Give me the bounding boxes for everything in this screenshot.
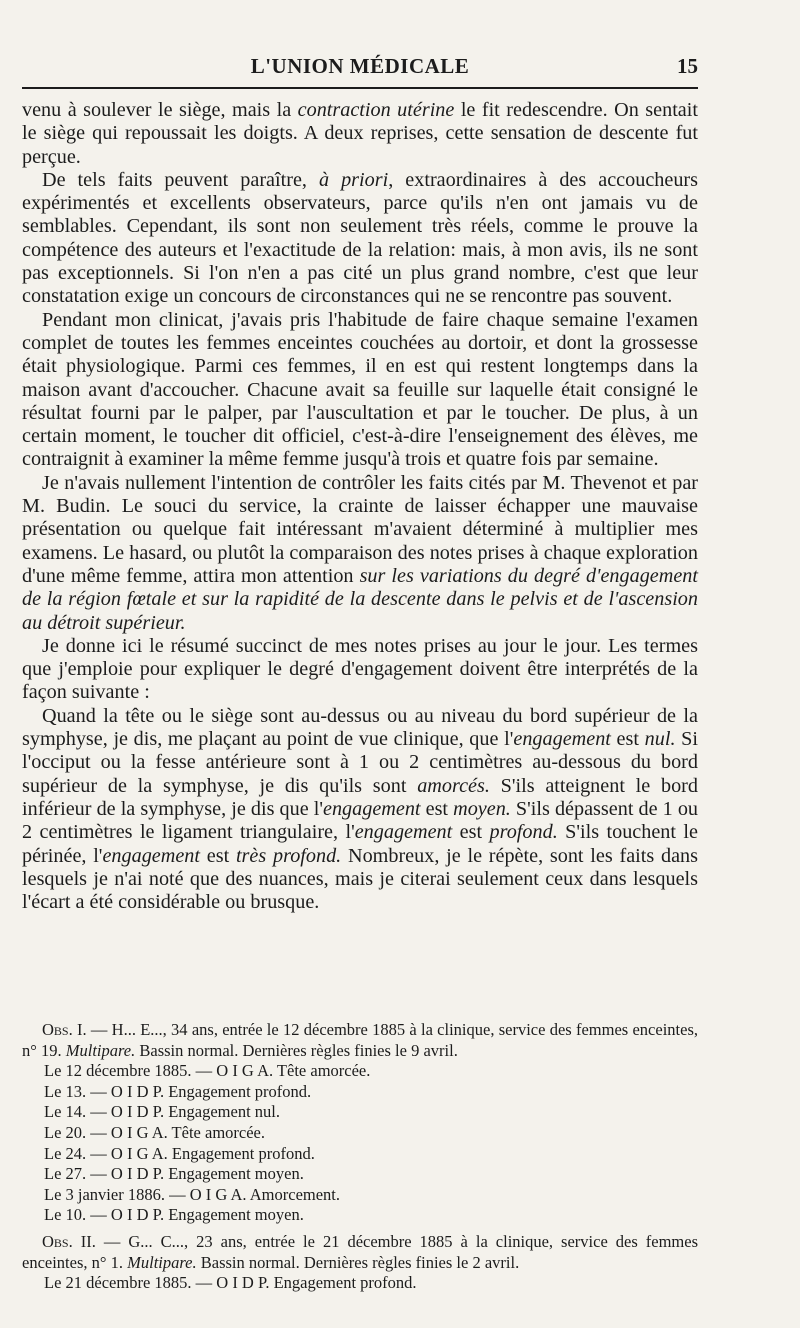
italic-text: engagement: [322, 797, 421, 820]
italic-text: engagement: [354, 821, 453, 844]
observation-entry: Le 21 décembre 1885. — O I D P. Engagement profond.: [44, 1273, 417, 1293]
observation-header: Obs. II. — G... C..., 23 ans, entrée le 21 décembre 1885 à la clinique, service des femmes enceintes, n° 1. Multipare. Bassin normal. Dernières règles finies le 2 avril.: [22, 1231, 698, 1272]
parity: Multipare.: [127, 1252, 197, 1272]
observation-entry: Le 10. — O I D P. Engagement moyen.: [44, 1205, 304, 1225]
italic-text: contraction utérine: [297, 99, 455, 121]
paragraph: Pendant mon clinicat, j'avais pris l'habitude de faire chaque semaine l'examen complet de toutes les femmes enceintes couchées au dortoir, et dont la grossesse était physiologique. Parmi ces femmes, il en est qui restent longtemps dans la maison avant d'accoucher. Chacune avait sa feuille sur laquelle était consigné le résultat fourni par le palper, par l'auscultation et par le toucher. De plus, à un certain moment, le toucher dit officiel, c'est-à-dire l'enseignement des élèves, me contraignit à examiner la même femme jusqu'à trois et quatre fois par semaine.: [22, 308, 698, 471]
italic-text: à priori: [318, 168, 389, 191]
observation-entry: Le 27. — O I D P. Engagement moyen.: [44, 1164, 304, 1184]
italic-text: sur les variations du degré d'engagement de la région fœtale et sur la rapidité de la descente dans le pelvis et de l'ascension au détroit supérieur.: [22, 564, 698, 634]
observation-2: [22, 1232, 698, 1294]
italic-text: moyen.: [453, 797, 511, 820]
parity: Multipare.: [65, 1040, 136, 1060]
paragraph: Je n'avais nullement l'intention de contrôler les faits cités par M. Thevenot et par M. Budin. Le souci du service, la crainte de laisser échapper une mauvaise présentation ou quelque fait intéressant m'avaient déterminé à multiplier mes examens. Le hasard, ou plutôt la comparaison des notes prises à chaque exploration d'une même femme, attira mon attention sur les variations du degré d'engagement de la région fœtale et sur la rapidité de la descente dans le pelvis et de l'ascension au détroit supérieur.: [22, 471, 698, 634]
observation-entry: Le 3 janvier 1886. — O I G A. Amorcement.: [44, 1184, 341, 1204]
italic-text: très profond.: [235, 844, 342, 867]
observation-entry: Le 14. — O I D P. Engagement nul.: [44, 1102, 281, 1122]
case-observations: [22, 1020, 698, 1300]
observation-entry: Le 24. — O I G A. Engagement profond.: [44, 1143, 315, 1163]
italic-text: engagement: [513, 728, 611, 751]
article-body: [22, 99, 698, 914]
paragraph: Je donne ici le résumé succinct de mes notes prises au jour le jour. Les termes que j'emploie pour expliquer le degré d'engagement doivent être interprétés de la façon suivante :: [22, 634, 698, 704]
italic-text: profond.: [489, 821, 558, 844]
paragraph: De tels faits peuvent paraître, à priori, extraordinaires à des accoucheurs expérimentés et excellents observateurs, parce qu'ils n'en ont jamais vu de semblables. Cependant, ils sont non seulement très réels, comme le prouve la compétence des auteurs et l'exactitude de la relation: mais, à mon avis, ils ne sont pas exceptionnels. Si l'on n'en a pas cité un plus grand nombre, c'est que leur constatation exige un concours de circonstances qui ne se rencontre pas souvent.: [22, 168, 699, 308]
observation-label: Obs. II.: [42, 1231, 96, 1251]
italic-text: amorcés.: [417, 774, 490, 797]
header-rule: [22, 87, 698, 89]
italic-text: engagement: [102, 844, 200, 867]
running-header: [22, 52, 698, 82]
observation-label: Obs. I.: [42, 1020, 87, 1039]
observation-entry: Le 12 décembre 1885. — O I G A. Tête amorcée.: [44, 1061, 371, 1081]
observation-1: [22, 1020, 698, 1226]
page-number: 15: [677, 54, 698, 78]
observation-entry: Le 20. — O I G A. Tête amorcée.: [44, 1122, 265, 1142]
paragraph: Quand la tête ou le siège sont au-dessus ou au niveau du bord supérieur de la symphyse, je dis, me plaçant au point de vue clinique, que l'engagement est nul. Si l'occiput ou la fesse antérieure sont à 1 ou 2 centimètres au-dessous du bord supérieur de la symphyse, je dis qu'ils sont amorcés. S'ils atteignent le bord inférieur de la symphyse, je dis que l'engagement est moyen. S'ils dépassent de 1 ou 2 centimètres le ligament triangulaire, l'engagement est profond. S'ils touchent le périnée, l'engagement est très profond. Nombreux, je le répète, sont les faits dans lesquels je n'ai noté que des nuances, mais je citerai seulement ceux dans lesquels l'écart a été considérable ou brusque.: [22, 704, 699, 914]
italic-text: nul.: [644, 728, 676, 751]
journal-title: L'UNION MÉDICALE: [250, 54, 470, 78]
observation-header: Obs. I. — H... E..., 34 ans, entrée le 12 décembre 1885 à la clinique, service des femmes enceintes, n° 19. Multipare. Bassin normal. Dernières règles finies le 9 avril.: [22, 1020, 698, 1060]
observation-entry: Le 13. — O I D P. Engagement profond.: [44, 1081, 312, 1101]
paragraph: venu à soulever le siège, mais la contraction utérine le fit redescendre. On sentait le siège qui repoussait les doigts. A deux reprises, cette sensation de descente fut perçue.: [22, 99, 698, 168]
